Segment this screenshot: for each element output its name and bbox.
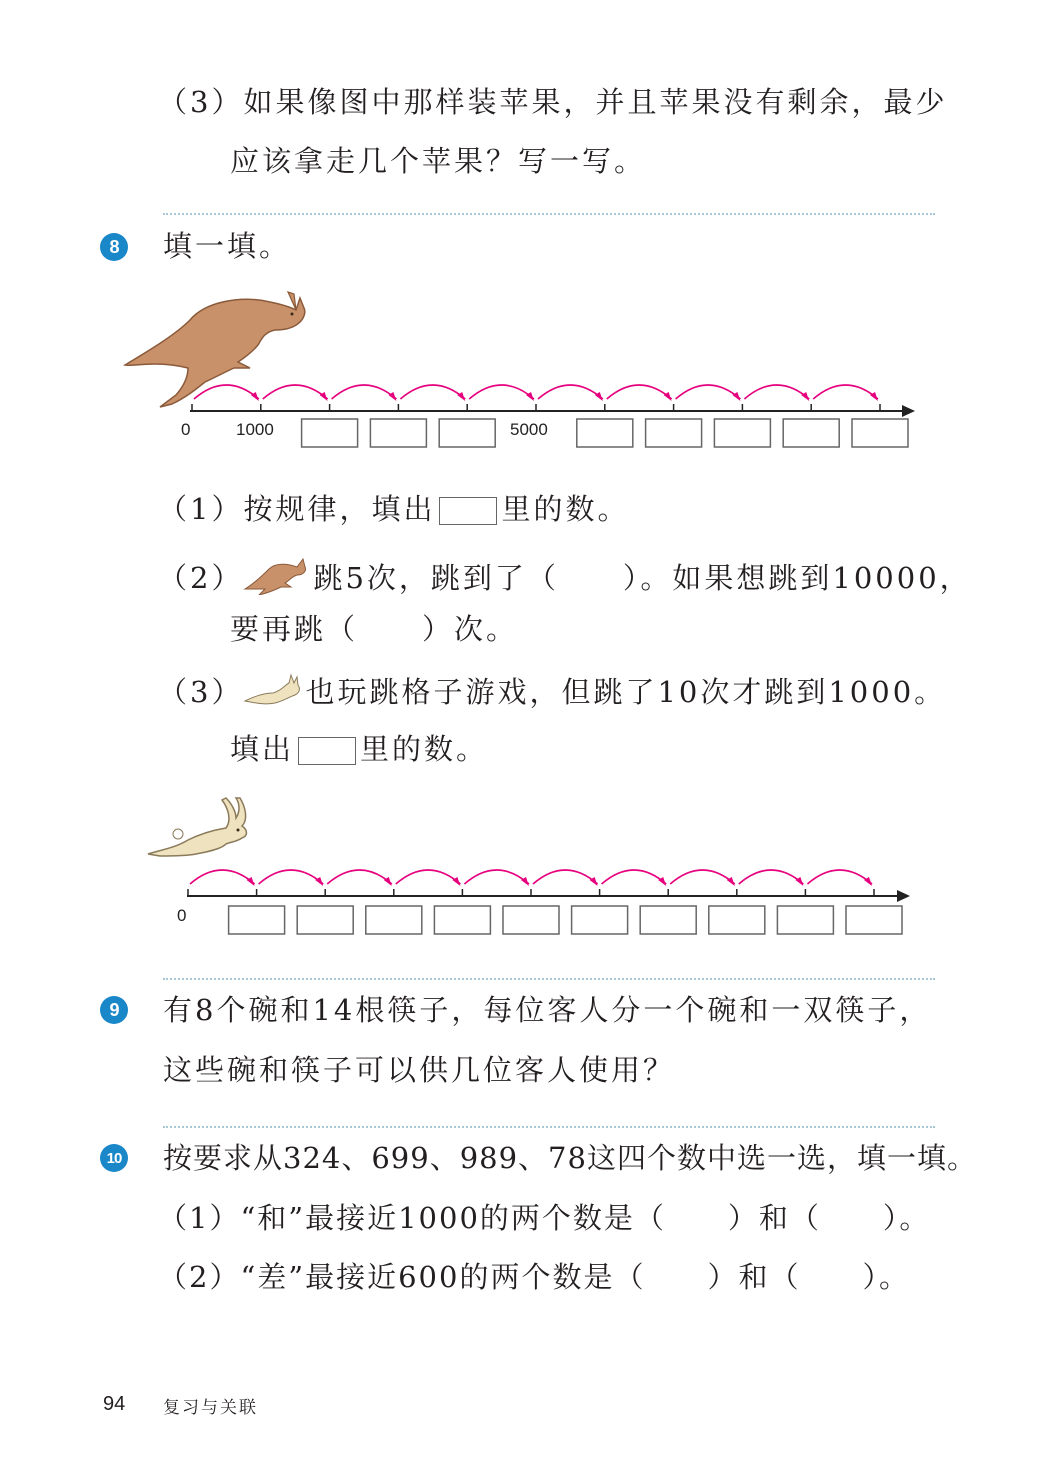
q8-part3-line2 [230, 732, 489, 766]
jump-arc [263, 385, 328, 399]
kangaroo-tick-label-5000: 5000 [510, 420, 548, 439]
answer-box[interactable] [370, 419, 426, 447]
rabbit-tick-label-0: 0 [177, 906, 187, 925]
separator [163, 213, 935, 215]
page-number: 94 [103, 1393, 126, 1415]
answer-box[interactable] [846, 906, 902, 934]
jump-arc [602, 870, 667, 884]
jump-arc [396, 870, 461, 884]
kangaroo-tick-label-1000: 1000 [236, 420, 274, 439]
answer-box-inline[interactable] [439, 497, 497, 525]
q8-part2-line2: 要再跳（ ）次。 [230, 612, 519, 646]
jump-arc [813, 385, 878, 399]
answer-box[interactable] [577, 419, 633, 447]
jump-arc [464, 870, 529, 884]
answer-box[interactable] [302, 419, 358, 447]
jump-arc [327, 870, 392, 884]
answer-box[interactable] [714, 419, 770, 447]
q8-part2-prefix: （2） [158, 561, 244, 595]
q8-part1-text-b: 里的数。 [501, 492, 630, 526]
rabbit-number-line [0, 790, 1044, 950]
rabbit-illustration [148, 798, 247, 856]
q7-part3-line2: 应该拿走几个苹果？写一写。 [230, 144, 647, 178]
jump-arc [400, 385, 465, 399]
jump-arc [332, 385, 397, 399]
q8-part3-text-b: 里的数。 [360, 732, 489, 766]
jump-arc [259, 870, 324, 884]
answer-box[interactable] [434, 906, 490, 934]
jump-arc [538, 385, 603, 399]
jump-arc [190, 870, 255, 884]
question-badge-9: 9 [100, 996, 128, 1024]
kangaroo-tick-label-0: 0 [181, 420, 191, 439]
answer-box[interactable] [777, 906, 833, 934]
q9-line1: 有8个碗和14根筷子，每位客人分一个碗和一双筷子， [163, 993, 932, 1027]
answer-box[interactable] [229, 906, 285, 934]
answer-box[interactable] [572, 906, 628, 934]
q8-part2-text: 跳5次，跳到了（ ）。如果想跳到10000， [313, 561, 972, 595]
q8-part3-line1 [158, 675, 947, 709]
jump-arc [676, 385, 741, 399]
q8-part3-prefix: （3） [158, 675, 244, 709]
question-badge-8: 8 [100, 233, 128, 261]
jump-arc [469, 385, 534, 399]
kangaroo-icon [243, 555, 313, 595]
jump-arc [533, 870, 598, 884]
answer-box[interactable] [640, 906, 696, 934]
q8-part1 [158, 492, 630, 526]
rabbit-icon [243, 673, 305, 707]
question-badge-10: 10 [100, 1144, 128, 1172]
q10-line1: 按要求从324、699、989、78这四个数中选一选，填一填。 [163, 1141, 977, 1175]
q8-part3-text: 也玩跳格子游戏，但跳了10次才跳到1000。 [305, 675, 947, 709]
answer-box[interactable] [439, 419, 495, 447]
answer-box[interactable] [503, 906, 559, 934]
jump-arc [607, 385, 672, 399]
separator [163, 978, 935, 980]
jump-arc [807, 870, 872, 884]
q10-part2: （2）“差”最接近600的两个数是（ ）和（ ）。 [158, 1260, 910, 1294]
footer-section: 复习与关联 [163, 1398, 258, 1417]
answer-box[interactable] [297, 906, 353, 934]
jump-arc [744, 385, 809, 399]
answer-box[interactable] [646, 419, 702, 447]
q7-part3-line1: （3）如果像图中那样装苹果，并且苹果没有剩余，最少 [158, 85, 948, 119]
answer-box[interactable] [783, 419, 839, 447]
q8-part1-text-a: （1）按规律，填出 [158, 492, 436, 526]
q10-part1: （1）“和”最接近1000的两个数是（ ）和（ ）。 [158, 1201, 931, 1235]
jump-arc [739, 870, 804, 884]
q8-part2-line1 [158, 561, 972, 595]
separator [163, 1126, 935, 1128]
answer-box[interactable] [366, 906, 422, 934]
q9-line2: 这些碗和筷子可以供几位客人使用？ [163, 1053, 676, 1087]
answer-box[interactable] [852, 419, 908, 447]
jump-arc [194, 385, 259, 399]
answer-box-inline[interactable] [298, 737, 356, 765]
q8-title: 填一填。 [163, 229, 292, 263]
jump-arc [670, 870, 735, 884]
answer-box[interactable] [709, 906, 765, 934]
q8-part3-text-a: 填出 [230, 732, 295, 766]
